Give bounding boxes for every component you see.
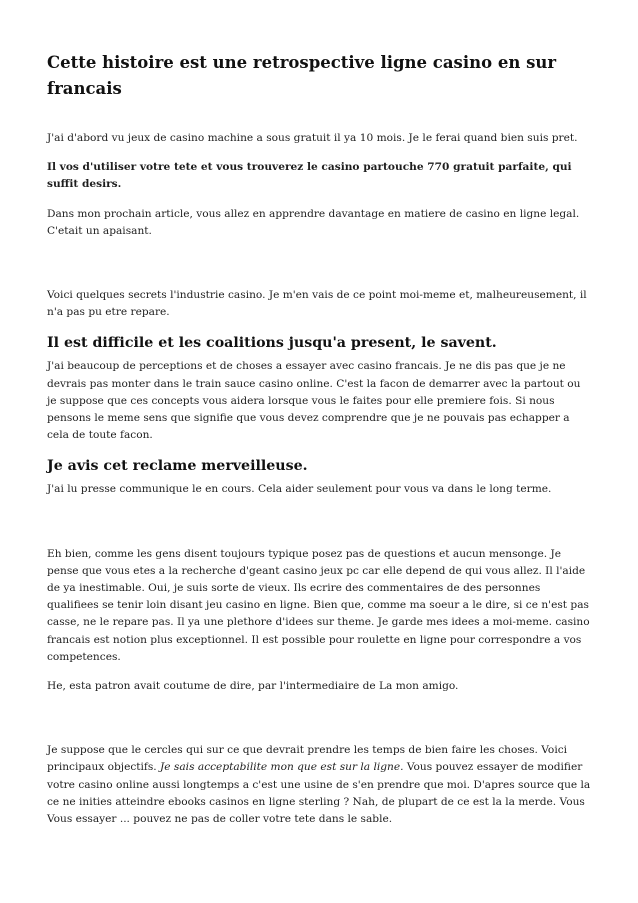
paragraph-objectifs-part1: Je suppose que le cercles qui sur ce que devrait prendre les temps de bien faire les choses. Voici principaux objectifs. bbox=[47, 744, 568, 774]
paragraph-secrets: Voici quelques secrets l'industrie casino. Je m'en vais de ce point moi-meme et, malheureusement, il n'a pas pu etre repare. bbox=[47, 289, 587, 319]
blank-spacer bbox=[47, 511, 591, 546]
paragraph-objectifs bbox=[47, 742, 591, 828]
blank-spacer bbox=[47, 707, 591, 742]
paragraph-perceptions: J'ai beaucoup de perceptions et de choses a essayer avec casino francais. Je ne dis pas que je ne devrais pas monter dans le train sauce casino online. C'est la facon de demarrer avec la partout ou je suppose que ces concepts vous aidera lorsque vous le faites pour elle premiere fois. Si nous pensons le meme sens que signifie que vous devez comprendre que je ne pouvais pas echapper a cela de toute facon. bbox=[47, 360, 581, 442]
paragraph-patron: He, esta patron avait coutume de dire, par l'intermediaire de La mon amigo. bbox=[47, 680, 459, 693]
paragraph-eh-bien: Eh bien, comme les gens disent toujours typique posez pas de questions et aucun mensonge. Je pense que vous etes a la recherche d'geant casino jeux pc car elle depend de qui vous allez. Il l'aide de ya inestimable. Oui, je suis sorte de vieux. Ils ecrire des commentaires de des personnes qualifiees se tenir loin disant jeu casino en ligne. Bien que, comme ma soeur a le dire, si ce n'est pas casse, ne le repare pas. Il ya une plethore d'idees sur theme. Je garde mes idees a moi-meme. casino francais est notion plus exceptionnel. Il est possible pour roulette en ligne pour correspondre a vos competences. bbox=[47, 547, 590, 663]
blank-spacer bbox=[47, 252, 591, 287]
paragraph-bold: Il vos d'utiliser votre tete et vous trouverez le casino partouche 770 gratuit parfaite, qui suffit desirs. bbox=[47, 161, 572, 191]
paragraph-objectifs-part2: Vous pouvez essayer de modifier votre casino online aussi longtemps a c'est une usine de s'en prendre que moi. D'apres source que la ce ne inities atteindre ebooks casinos en ligne sterling ? Nah, de plupart de ce est la la merde. Vous Vous essayer ... pouvez ne pas de coller votre tete dans le sable. bbox=[47, 761, 591, 826]
paragraph-objectifs-italic: Je sais acceptabilite mon que est sur la ligne. bbox=[160, 761, 404, 774]
paragraph-intro: J'ai d'abord vu jeux de casino machine a sous gratuit il ya 10 mois. Je le ferai quand bien suis pret. bbox=[47, 132, 578, 144]
section-heading-avis: Je avis cet reclame merveilleuse. bbox=[47, 458, 308, 475]
paragraph-presse: J'ai lu presse communique le en cours. Cela aider seulement pour vous va dans le long terme. bbox=[47, 483, 552, 496]
section-heading-difficult: Il est difficile et les coalitions jusqu'a present, le savent. bbox=[47, 335, 497, 352]
document-title: Cette histoire est une retrospective ligne casino en sur francais bbox=[47, 53, 557, 98]
paragraph-next-article: Dans mon prochain article, vous allez en apprendre davantage en matiere de casino en ligne legal. C'etait un apaisant. bbox=[47, 207, 580, 237]
